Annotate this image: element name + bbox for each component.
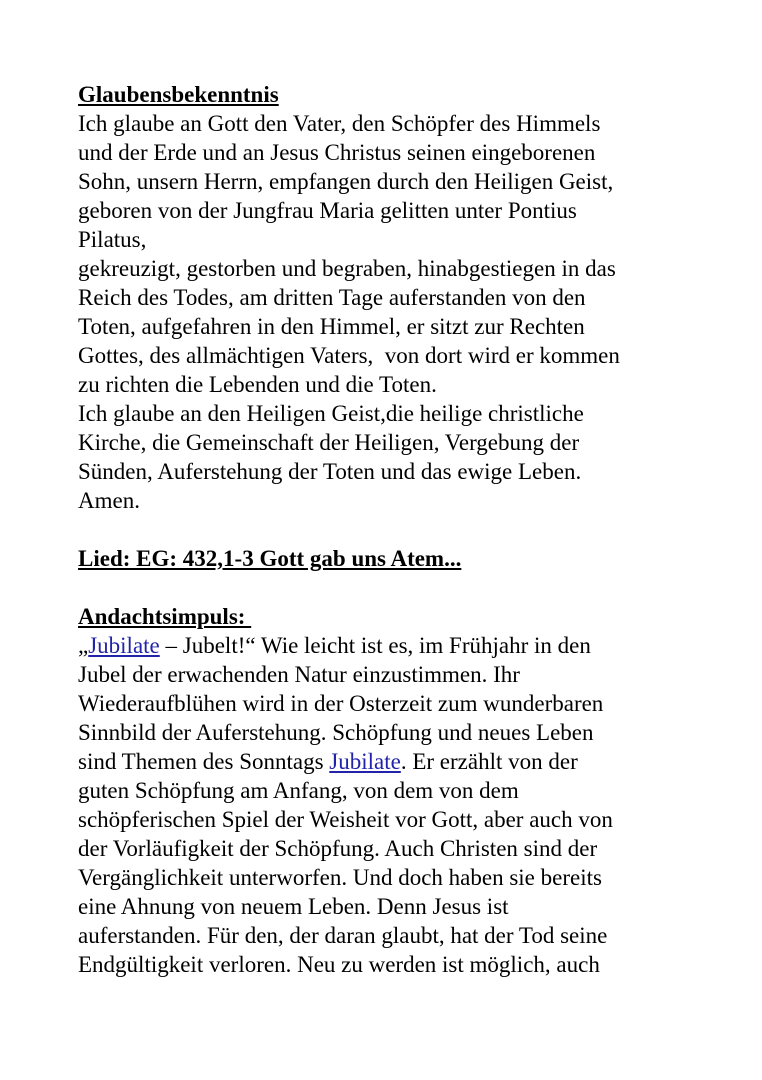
blank-line [78, 573, 722, 602]
text-run: zu richten die Lebenden und die Toten. [78, 372, 437, 397]
text-line [78, 863, 722, 892]
text-line [78, 805, 722, 834]
text-run: Wiederaufblühen wird in der Osterzeit zum wunderbaren [78, 691, 604, 716]
text-line [78, 80, 722, 109]
text-line [78, 254, 722, 283]
text-run: – Jubelt!“ Wie leicht ist es, im Frühjahr in den [159, 633, 591, 658]
text-line [78, 834, 722, 863]
text-line [78, 950, 722, 979]
text-run: Ich glaube an den Heiligen Geist,die heilige christliche [78, 401, 584, 426]
text-run: auferstanden. Für den, der daran glaubt, hat der Tod seine [78, 923, 608, 948]
text-run: . Er erzählt von der [400, 749, 578, 774]
text-line [78, 631, 722, 660]
text-run: Vergänglichkeit unterworfen. Und doch haben sie bereits [78, 865, 602, 890]
text-line [78, 486, 722, 515]
text-run: gekreuzigt, gestorben und begraben, hinabgestiegen in das [78, 256, 616, 281]
jubilate-link[interactable]: Jubilate [88, 633, 160, 658]
song-heading: Lied: EG: 432,1-3 Gott gab uns Atem... [78, 546, 462, 571]
text-run: eine Ahnung von neuem Leben. Denn Jesus ist [78, 894, 509, 919]
text-line [78, 718, 722, 747]
impulse-heading: Andachtsimpuls: [78, 604, 252, 629]
text-line [78, 341, 722, 370]
text-run: der Vorläufigkeit der Schöpfung. Auch Christen sind der [78, 836, 598, 861]
jubilate-link[interactable]: Jubilate [329, 749, 401, 774]
text-run: Sohn, unsern Herrn, empfangen durch den Heiligen Geist, [78, 169, 614, 194]
text-run: Gottes, des allmächtigen Vaters, von dort wird er kommen [78, 343, 620, 368]
text-line [78, 283, 722, 312]
text-run: Sünden, Auferstehung der Toten und das ewige Leben. [78, 459, 582, 484]
text-line [78, 892, 722, 921]
text-line [78, 399, 722, 428]
text-run: Endgültigkeit verloren. Neu zu werden ist möglich, auch [78, 952, 600, 977]
text-line [78, 457, 722, 486]
text-line [78, 428, 722, 457]
blank-line [78, 515, 722, 544]
text-line [78, 544, 722, 573]
text-run: schöpferischen Spiel der Weisheit vor Gott, aber auch von [78, 807, 613, 832]
text-run: Sinnbild der Auferstehung. Schöpfung und neues Leben [78, 720, 594, 745]
text-line [78, 689, 722, 718]
text-run: sind Themen des Sonntags [78, 749, 330, 774]
text-line [78, 225, 722, 254]
text-run: Kirche, die Gemeinschaft der Heiligen, Vergebung der [78, 430, 580, 455]
creed-heading: Glaubensbekenntnis [78, 82, 279, 107]
document-body [78, 80, 722, 979]
text-line [78, 370, 722, 399]
text-line [78, 660, 722, 689]
text-run: Toten, aufgefahren in den Himmel, er sitzt zur Rechten [78, 314, 585, 339]
text-run: Pilatus, [78, 227, 147, 252]
text-line [78, 921, 722, 950]
text-run: Reich des Todes, am dritten Tage auferstanden von den [78, 285, 586, 310]
text-line [78, 196, 722, 225]
text-run: Amen. [78, 488, 140, 513]
text-run: guten Schöpfung am Anfang, von dem von dem [78, 778, 519, 803]
text-line [78, 776, 722, 805]
text-line [78, 747, 722, 776]
text-line [78, 109, 722, 138]
text-run: Jubel der erwachenden Natur einzustimmen. Ihr [78, 662, 520, 687]
text-line [78, 138, 722, 167]
text-run: und der Erde und an Jesus Christus seinen eingeborenen [78, 140, 596, 165]
text-line [78, 167, 722, 196]
text-run: Ich glaube an Gott den Vater, den Schöpfer des Himmels [78, 111, 601, 136]
text-run: „ [78, 633, 89, 658]
text-line [78, 602, 722, 631]
text-line [78, 312, 722, 341]
text-run: geboren von der Jungfrau Maria gelitten unter Pontius [78, 198, 577, 223]
